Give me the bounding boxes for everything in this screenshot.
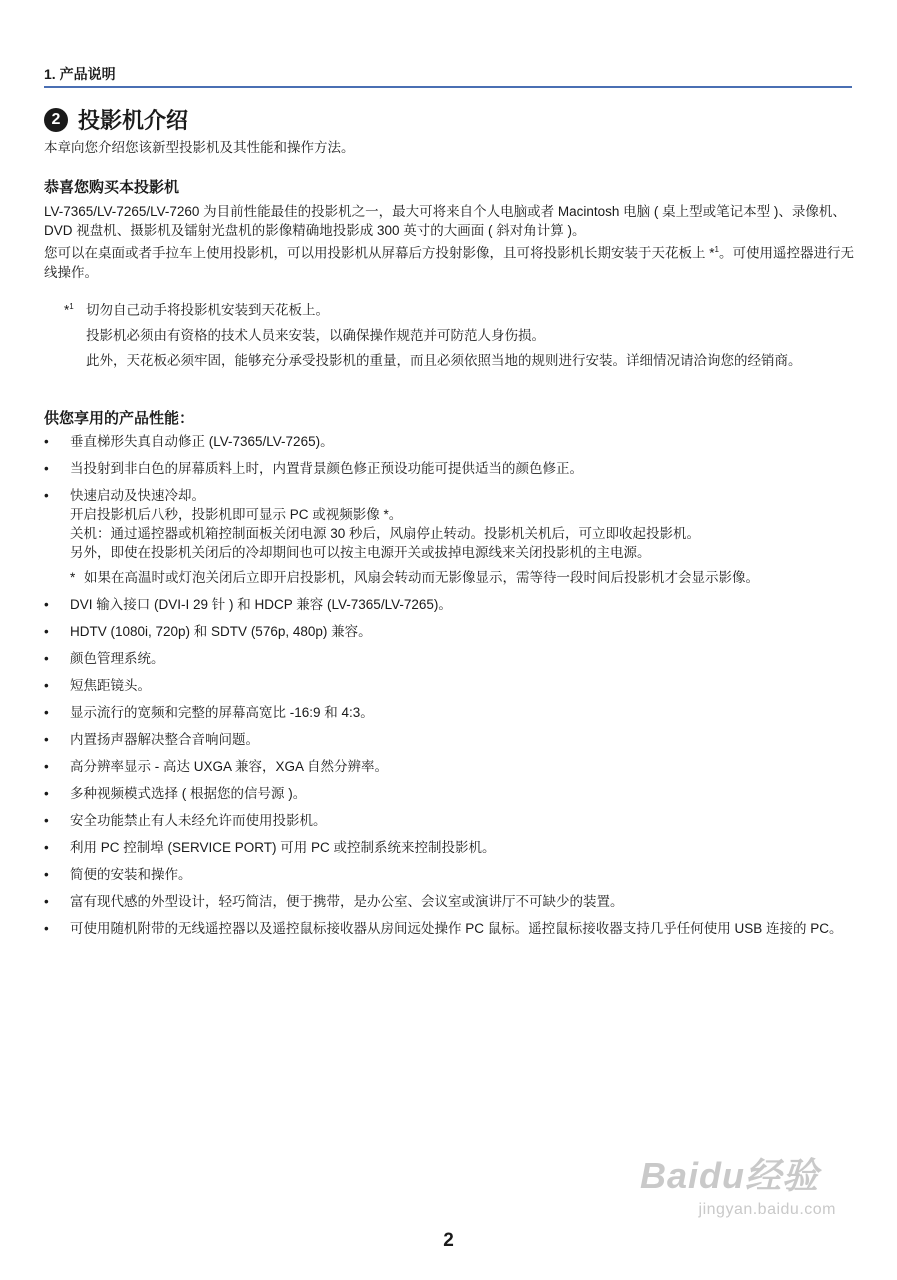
watermark-logo: Baidu经验 — [640, 1155, 820, 1196]
list-item: • 利用 PC 控制埠 (SERVICE PORT) 可用 PC 或控制系统来控制投影机。 — [44, 840, 496, 855]
page-number: 2 — [443, 1230, 454, 1251]
note-line-2: 投影机必须由有资格的技术人员来安装，以确保操作规范并可防范人身伤损。 — [86, 327, 545, 343]
list-item: • 多种视频模式选择 ( 根据您的信号源 )。 — [44, 786, 307, 801]
quick-start-detail: 另外，即使在投影机关闭后的冷却期间也可以按主电源开关或拔掉电源线来关闭投影机的主电源。 — [70, 545, 651, 560]
bullet: • — [44, 840, 49, 855]
bullet: • — [44, 678, 49, 693]
bullet: • — [44, 705, 49, 720]
features-heading: 供您享用的产品性能： — [44, 410, 195, 427]
section-title-row — [44, 104, 188, 135]
note-mark: *$^1$ — [64, 302, 74, 318]
congrats-paragraph-2-a: 您可以在桌面或者手拉车上使用投影机，可以用投影机从屏幕后方投射影像，且可将投影机长期安装于天花板上 * — [44, 245, 715, 261]
bullet: • — [44, 813, 49, 828]
list-item: • 简便的安装和操作。 — [44, 867, 192, 882]
bullet: • — [44, 461, 49, 476]
congrats-paragraph-1: LV-7365/LV-7265/LV-7260 为目前性能最佳的投影机之一，最大可将来自个人电脑或者 Macintosh 电脑 ( 桌上型或笔记本型 )、录像机、DVD 视盘机、摄影机及镭射光盘机的影像精确地投影成 300 英寸的大画面 ( 斜对角计算 )。 — [44, 204, 846, 238]
list-item: • 显示流行的宽频和完整的屏幕高宽比 -16:9 和 4:3。 — [44, 705, 374, 720]
list-item: • 内置扬声器解决整合音响问题。 — [44, 732, 259, 747]
bullet: • — [44, 624, 49, 639]
list-item: • 短焦距镜头。 — [44, 678, 151, 693]
bullet: • — [44, 488, 49, 503]
bullet: • — [44, 732, 49, 747]
bullet: • — [44, 759, 49, 774]
watermark-url: jingyan.baidu.com — [698, 1201, 836, 1218]
list-item: • HDTV (1080i, 720p) 和 SDTV (576p, 480p) 兼容。 — [44, 624, 372, 639]
list-item: • 高分辨率显示 - 高达 UXGA 兼容，XGA 自然分辨率。 — [44, 759, 389, 774]
page-title: 投影机介绍 — [78, 108, 189, 133]
note-line-3: 此外，天花板必须牢固，能够充分承受投影机的重量，而且必须依照当地的规则进行安装。详细情况请洽询您的经销商。 — [86, 352, 802, 368]
footnote-ref: 1 — [714, 245, 719, 254]
quick-start-detail: 关机：通过遥控器或机箱控制面板关闭电源 30 秒后，风扇停止转动。投影机关机后，可立即收起投影机。 — [70, 526, 701, 541]
list-item — [44, 486, 856, 587]
bullet: • — [44, 867, 49, 882]
congrats-heading: 恭喜您购买本投影机 — [44, 179, 180, 196]
bullet: • — [44, 786, 49, 801]
bullet: • — [44, 651, 49, 666]
list-item: • 富有现代感的外型设计，轻巧简洁，便于携带，是办公室、会议室或演讲厅不可缺少的装置。 — [44, 894, 624, 909]
list-item: • 颜色管理系统。 — [44, 651, 165, 666]
bullet: • — [44, 894, 49, 909]
bullet: • — [44, 597, 49, 612]
note-text-1: 切勿自己动手将投影机安装到天花板上。 — [86, 302, 329, 318]
breadcrumb: 1. 产品说明 — [44, 66, 852, 88]
bullet: • — [44, 434, 49, 449]
congrats-paragraph-2 — [44, 240, 856, 282]
list-item: • 垂直梯形失真自动修正 (LV-7365/LV-7265)。 — [44, 434, 334, 449]
section-number-badge: 2 — [44, 108, 68, 132]
list-item: • 安全功能禁止有人未经允许而使用投影机。 — [44, 813, 327, 828]
bullet: • — [44, 921, 49, 936]
intro-text: 本章向您介绍您该新型投影机及其性能和操作方法。 — [44, 140, 355, 155]
ceiling-note — [64, 297, 854, 376]
quick-start-note: * 如果在高温时或灯泡关闭后立即开启投影机，风扇会转动而无影像显示，需等待一段时间后投影机才会显示影像。 — [70, 570, 759, 585]
list-item: • 可使用随机附带的无线遥控器以及遥控鼠标接收器从房间远处操作 PC 鼠标。遥控鼠标接收器支持几乎任何使用 USB 连接的 PC。 — [44, 921, 843, 936]
quick-start-detail: 开启投影机后八秒，投影机即可显示 PC 或视频影像 *。 — [70, 507, 403, 522]
list-item: • DVI 输入接口 (DVI-I 29 针 ) 和 HDCP 兼容 (LV-7365/LV-7265)。 — [44, 597, 452, 612]
note-line-1 — [64, 297, 854, 320]
list-item: • 当投射到非白色的屏幕质料上时，内置背景颜色修正预设功能可提供适当的颜色修正。 — [44, 461, 583, 476]
features-list — [44, 432, 856, 946]
quick-start-title: 快速启动及快速冷却。 — [70, 488, 205, 503]
congrats-paragraph-2-b: 。可使用遥控器进行无线操作。 — [44, 245, 854, 280]
